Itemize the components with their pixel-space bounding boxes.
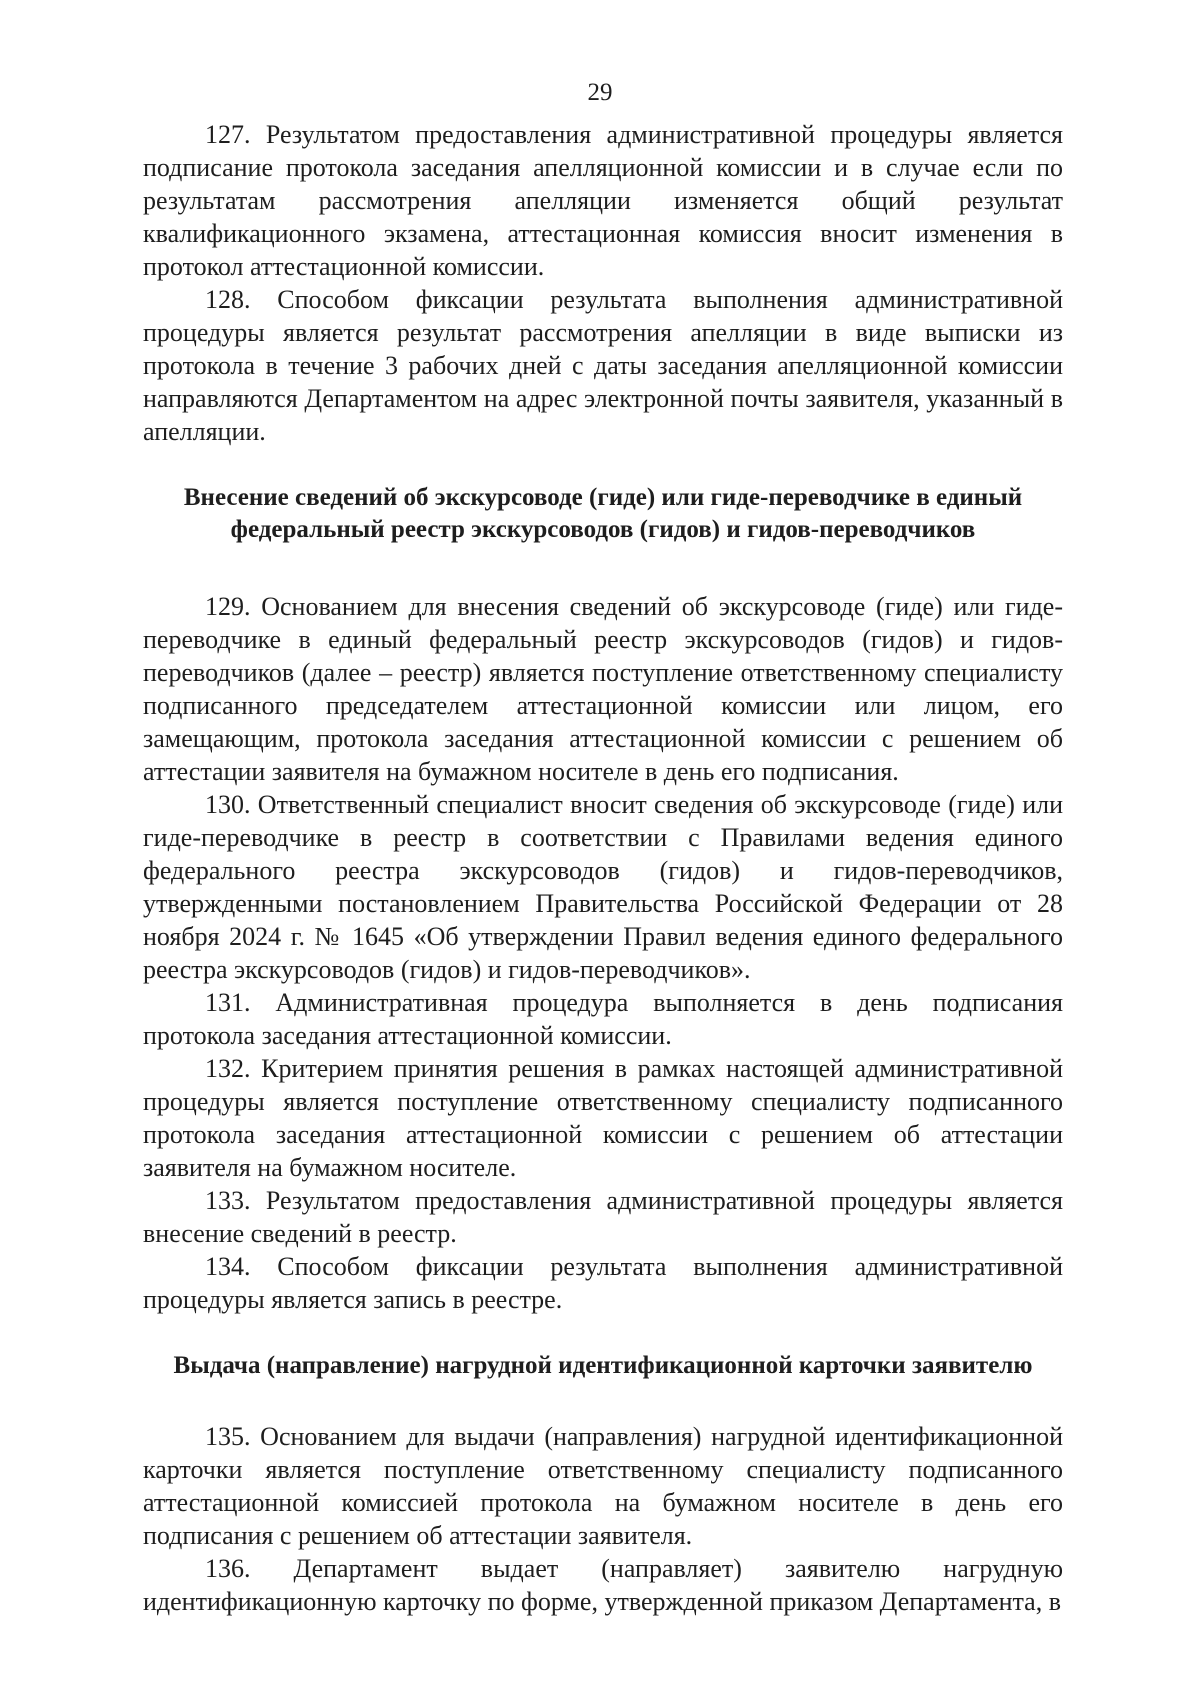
section-heading-registry: Внесение сведений об экскурсоводе (гиде) или гиде-переводчике в единый федеральный реестр экскурсоводов (гидов) и гидов-переводчиков <box>183 484 1023 543</box>
paragraph-133: 133. Результатом предоставления административной процедуры является внесение сведений в реестр. <box>143 1186 1063 1248</box>
paragraph-135: 135. Основанием для выдачи (направления) нагрудной идентификационной карточки является поступление ответственному специалисту подписанного аттестационной комиссией протокола на бумажном носителе в день его подписания с решением об аттестации заявителя. <box>143 1422 1063 1550</box>
paragraph-132: 132. Критерием принятия решения в рамках настоящей административной процедуры является поступление ответственному специалисту подписанного протокола заседания аттестационной комиссии с решением об аттестации заявителя на бумажном носителе. <box>143 1054 1063 1182</box>
paragraph-134: 134. Способом фиксации результата выполнения административной процедуры является запись в реестре. <box>143 1252 1063 1314</box>
paragraph-131: 131. Административная процедура выполняется в день подписания протокола заседания аттестационной комиссии. <box>143 988 1063 1050</box>
paragraph-136: 136. Департамент выдает (направляет) заявителю нагрудную идентификационную карточку по форме, утвержденной приказом Департамента, в <box>143 1554 1063 1616</box>
section-heading-badge: Выдача (направление) нагрудной идентификационной карточки заявителю <box>173 1352 1033 1379</box>
paragraph-129: 129. Основанием для внесения сведений об экскурсоводе (гиде) или гиде-переводчике в единый федеральный реестр экскурсоводов (гидов) и гидов-переводчиков (далее – реестр) является поступление ответственному специалисту подписанного председателем аттестационной комиссии или лицом, его замещающим, протокола заседания аттестационной комиссии с решением об аттестации заявителя на бумажном носителе в день его подписания. <box>143 592 1063 786</box>
document-body <box>143 118 1063 1618</box>
paragraph-127: 127. Результатом предоставления административной процедуры является подписание протокола заседания апелляционной комиссии и в случае если по результатам рассмотрения апелляции изменяется общий результат квалификационного экзамена, аттестационная комиссия вносит изменения в протокол аттестационной комиссии. <box>143 120 1063 281</box>
paragraph-130: 130. Ответственный специалист вносит сведения об экскурсоводе (гиде) или гиде-переводчике в реестр в соответствии с Правилами ведения единого федерального реестра экскурсоводов (гидов) и гидов-переводчиков, утвержденными постановлением Правительства Российской Федерации от 28 ноября 2024 г. № 1645 «Об утверждении Правил ведения единого федерального реестра экскурсоводов (гидов) и гидов-переводчиков». <box>143 790 1063 984</box>
paragraph-128: 128. Способом фиксации результата выполнения административной процедуры является результат рассмотрения апелляции в виде выписки из протокола в течение 3 рабочих дней с даты заседания апелляционной комиссии направляются Департаментом на адрес электронной почты заявителя, указанный в апелляции. <box>143 285 1063 446</box>
page-number: 29 <box>587 79 613 106</box>
